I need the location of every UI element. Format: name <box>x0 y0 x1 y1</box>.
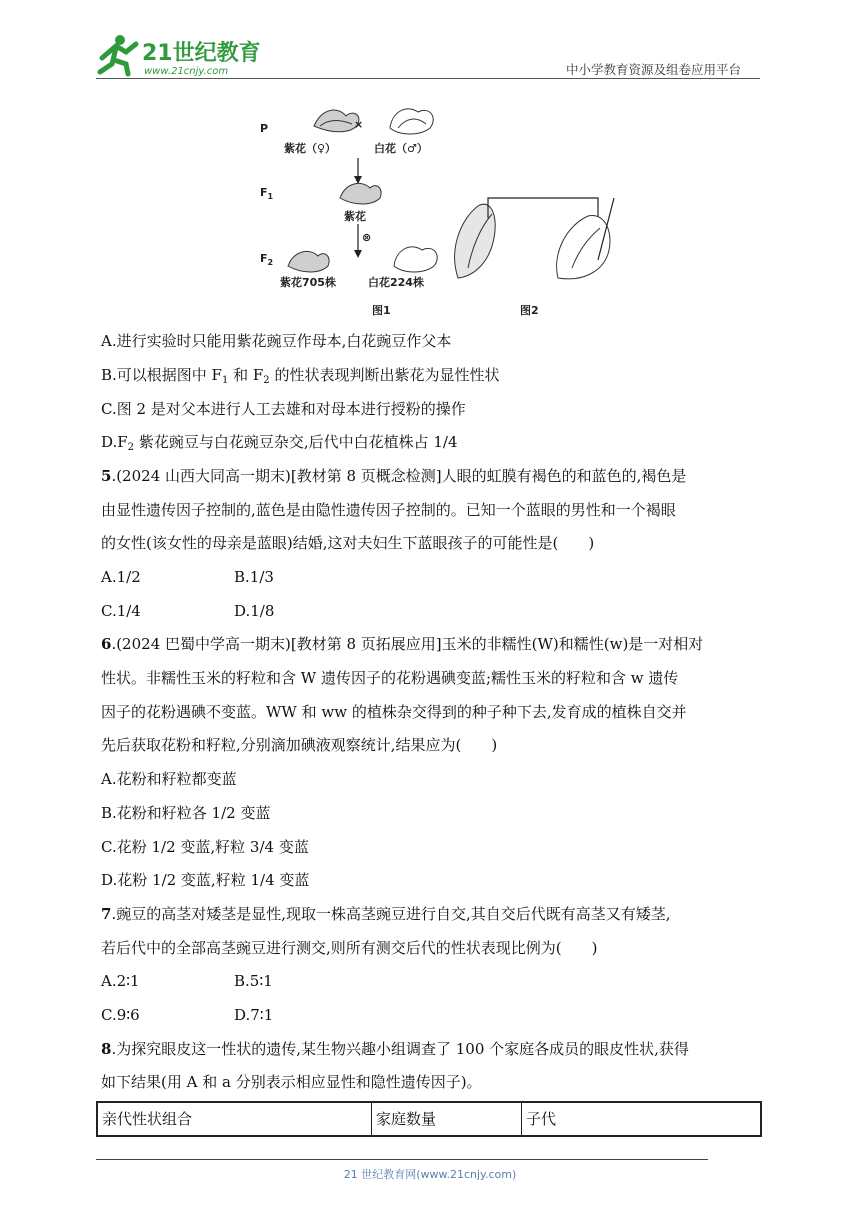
q5-stem-line1: 5.(2024 山西大同高一期末)[教材第 8 页概念检测]人眼的虹膜有褐色的和蓝色的,褐色是 <box>101 467 687 485</box>
header-divider <box>96 78 760 79</box>
q8-stem-line2: 如下结果(用 A 和 a 分别表示相应显性和隐性遗传因子)。 <box>101 1073 482 1091</box>
table-header-cell: 子代 <box>526 1110 557 1128</box>
q6-stem-line2: 性状。非糯性玉米的籽粒和含 W 遗传因子的花粉遇碘变蓝;糯性玉米的籽粒和含 w 遗传 <box>101 669 679 687</box>
fig2-caption: 图2 <box>520 304 539 317</box>
table-header-cell: 亲代性状组合 <box>98 1103 372 1135</box>
q5-option-d: D.1/8 <box>234 602 275 620</box>
q7-option-d: D.7∶1 <box>234 1006 274 1024</box>
f2-purple-label: 紫花705株 <box>280 276 336 289</box>
q6-option-d: D.花粉 1/2 变蓝,籽粒 1/4 变蓝 <box>101 871 310 889</box>
q6-stem-line4: 先后获取花粉和籽粒,分别滴加碘液观察统计,结果应为( ) <box>101 736 498 754</box>
footer-divider <box>96 1159 708 1160</box>
logo-text: 21世纪教育 <box>142 41 261 66</box>
selfing-symbol: ⊗ <box>362 231 372 244</box>
f2-white-label: 白花224株 <box>368 276 424 289</box>
q5-option-c: C.1/4 <box>101 602 141 620</box>
site-name: 中小学教育资源及组卷应用平台 <box>566 62 742 77</box>
q7-stem-line1: 7.豌豆的高茎对矮茎是显性,现取一株高茎豌豆进行自交,其自交后代既有高茎又有矮茎, <box>101 905 671 923</box>
cross-symbol: × <box>354 118 364 131</box>
site-logo <box>92 32 262 78</box>
q7-stem-line2: 若后代中的全部高茎豌豆进行测交,则所有测交后代的性状表现比例为( ) <box>101 939 598 957</box>
logo-url: www.21cnjy.com <box>144 66 229 77</box>
footer-text: 21 世纪教育网(www.21cnjy.com) <box>343 1168 517 1181</box>
q4-option-c: C.图 2 是对父本进行人工去雄和对母本进行授粉的操作 <box>101 400 466 418</box>
white-flower-icon <box>390 109 433 134</box>
q6-option-a: A.花粉和籽粒都变蓝 <box>101 770 237 788</box>
q5-stem-line2: 由显性遗传因子控制的,蓝色是由隐性遗传因子控制的。已知一个蓝眼的男性和一个褐眼 <box>101 501 676 519</box>
p-label: P <box>260 122 269 135</box>
q8-table-header <box>96 1101 762 1137</box>
q6-stem-line1: 6.(2024 巴蜀中学高一期末)[教材第 8 页拓展应用]玉米的非糯性(W)和糯性(w)是一对相对 <box>101 635 704 653</box>
q6-option-c: C.花粉 1/2 变蓝,籽粒 3/4 变蓝 <box>101 838 309 856</box>
q8-stem-line1: 8.为探究眼皮这一性状的遗传,某生物兴趣小组调查了 100 个家庭各成员的眼皮性状,获得 <box>101 1040 689 1058</box>
f1-label: $F_1$ <box>260 186 274 201</box>
q6-option-b: B.花粉和籽粒各 1/2 变蓝 <box>101 804 271 822</box>
q7-option-b: B.5∶1 <box>234 972 273 990</box>
f1-flower-icon <box>340 183 381 204</box>
f2-purple-flower-icon <box>288 251 329 272</box>
q7-option-a: A.2∶1 <box>101 972 140 990</box>
pea-cross-figure <box>250 104 620 324</box>
runner-icon <box>100 35 136 74</box>
fig1-caption: 图1 <box>372 304 391 317</box>
purple-flower-icon <box>314 110 359 132</box>
hand-pollination-icon <box>455 198 614 279</box>
f2-label: $F_2$ <box>260 252 274 267</box>
q5-option-a: A.1/2 <box>101 568 141 586</box>
q5-stem-line3: 的女性(该女性的母亲是蓝眼)结婚,这对夫妇生下蓝眼孩子的可能性是( ) <box>101 534 595 552</box>
table-header-cell: 家庭数量 <box>372 1103 522 1135</box>
white-male-label: 白花（♂） <box>374 142 428 155</box>
q5-option-b: B.1/3 <box>234 568 274 586</box>
q4-option-a: A.进行实验时只能用紫花豌豆作母本,白花豌豆作父本 <box>101 332 452 350</box>
q7-option-c: C.9∶6 <box>101 1006 140 1024</box>
purple-female-label: 紫花（♀） <box>284 142 337 155</box>
q6-stem-line3: 因子的花粉遇碘不变蓝。WW 和 ww 的植株杂交得到的种子种下去,发育成的植株自交并 <box>101 703 687 721</box>
f2-white-flower-icon <box>394 247 437 272</box>
q4-option-d: $D.F_2$ 紫花豌豆与白花豌豆杂交,后代中白花植株占 1/4 <box>101 433 458 453</box>
f1-flower-label: 紫花 <box>344 210 366 223</box>
q4-option-b: B.可以根据图中 $F_1$ 和 $F_2$ 的性状表现判断出紫花为显性性状 <box>101 366 500 386</box>
